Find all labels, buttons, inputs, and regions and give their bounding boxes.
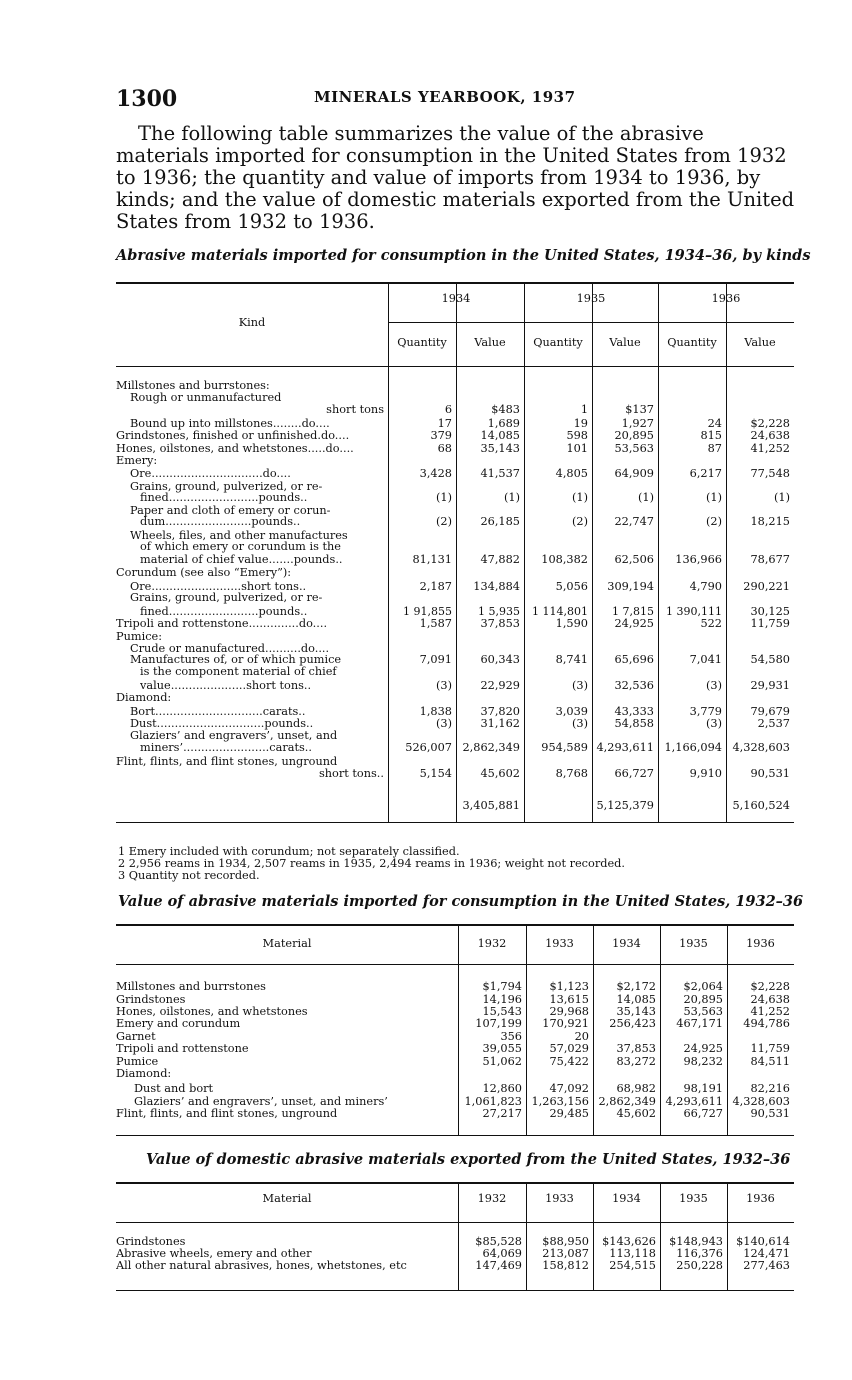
table1-cell: 29,931 <box>750 679 790 692</box>
table3-cell: 116,376 <box>676 1247 723 1260</box>
table1-cell: (2) <box>571 515 588 528</box>
table2-cell: 41,252 <box>750 1005 790 1018</box>
table2-cell: $2,064 <box>683 980 723 993</box>
table2-cell: 68,982 <box>616 1082 656 1095</box>
table1-cell: 22,929 <box>480 679 520 692</box>
table2-row-label: Tripoli and rottenstone <box>116 1043 249 1055</box>
table3-year-header: 1933 <box>545 1192 574 1205</box>
table2-cell: $2,172 <box>616 980 656 993</box>
table1-kind-label: Corundum (see also “Emery”): <box>116 567 292 579</box>
table2-cell: 356 <box>500 1030 522 1043</box>
table1-cell: 1 7,815 <box>612 605 654 618</box>
table1-cell: 954,589 <box>541 741 588 754</box>
table1-column-rule <box>524 282 525 822</box>
table1-column-rule <box>592 282 593 822</box>
table2-cell: 2,862,349 <box>598 1095 656 1108</box>
table1-cell: 68 <box>437 442 452 455</box>
table2-cell: 12,860 <box>482 1082 522 1095</box>
table2-cell: 75,422 <box>549 1055 589 1068</box>
table1-cell: (2) <box>705 515 722 528</box>
table1-kind-label: Manufactures of, or of which pumice <box>130 654 342 666</box>
table1-kind-label: Tripoli and rottenstone..............do.... <box>116 618 328 630</box>
table1-kind-label: Emery: <box>116 455 158 467</box>
table1-kind-label: Rough or unmanufactured <box>130 392 282 404</box>
table2-header-rule <box>116 964 794 965</box>
table2-cell: 20 <box>574 1030 589 1043</box>
table3-cell: $140,614 <box>736 1235 790 1248</box>
table1-cell: 379 <box>430 429 452 442</box>
table1-cell: 47,882 <box>480 553 520 566</box>
table1-cell: (3) <box>435 679 452 692</box>
table1-year-header: 1935 <box>576 292 606 305</box>
table1-column-rule <box>456 282 457 822</box>
table2-cell: 14,085 <box>616 993 656 1006</box>
table1-cell: 17 <box>437 417 452 430</box>
table1-cell: 136,966 <box>675 553 722 566</box>
table1-kind-label: fined.........................pounds.. <box>140 492 308 504</box>
table1-total-cell: 5,125,379 <box>596 799 654 812</box>
table1-cell: 65,696 <box>614 653 654 666</box>
table1-cell: 87 <box>707 442 722 455</box>
table3-cell: 277,463 <box>743 1259 790 1272</box>
table1-kind-label: Grains, ground, pulverized, or re- <box>130 592 323 604</box>
table3-year-header: 1936 <box>746 1192 775 1205</box>
table1-cell: 6 <box>444 403 452 416</box>
table2-row-label: Dust and bort <box>134 1083 214 1095</box>
table2-cell: 39,055 <box>482 1042 522 1055</box>
table1-cell: 522 <box>700 617 722 630</box>
table2-row-label: Millstones and burrstones <box>116 981 266 993</box>
table3-bottom-rule <box>116 1290 794 1291</box>
table1-cell: 134,884 <box>473 580 520 593</box>
table1-cell: 45,602 <box>480 767 520 780</box>
table2-bottom-rule <box>116 1135 794 1136</box>
table1-kind-label: Grindstones, finished or unfinished.do.... <box>116 430 350 442</box>
table1-cell: (1) <box>503 491 520 504</box>
table3-header-rule <box>116 1222 794 1223</box>
table2-cell: 4,293,611 <box>665 1095 723 1108</box>
table2-row-label: Diamond: <box>116 1068 172 1080</box>
table2-cell: 53,563 <box>683 1005 723 1018</box>
table1-kind-label: Flint, flints, and flint stones, unground <box>116 756 338 768</box>
table1-kind-label: Dust..............................pounds.. <box>130 718 314 730</box>
table2-cell: 98,232 <box>683 1055 723 1068</box>
table1-kind-label: Grains, ground, pulverized, or re- <box>130 481 323 493</box>
table1-cell: 41,252 <box>750 442 790 455</box>
table1-cell: 35,143 <box>480 442 520 455</box>
table1-cell: $483 <box>491 403 520 416</box>
table1-column-rule <box>726 282 727 822</box>
table3-year-header: 1932 <box>477 1192 507 1205</box>
table1-cell: 1,927 <box>621 417 654 430</box>
table1-cell: 9,910 <box>689 767 722 780</box>
table2-cell: 467,171 <box>676 1017 723 1030</box>
table1-total-cell: 3,405,881 <box>462 799 520 812</box>
table2-cell: 11,759 <box>750 1042 790 1055</box>
table1-kind-label: short tons <box>326 403 384 416</box>
table2-cell: 51,062 <box>482 1055 522 1068</box>
table1-cell: 19 <box>573 417 588 430</box>
table1-subheader: Value <box>609 336 641 349</box>
table2-cell: 494,786 <box>743 1017 790 1030</box>
table2-cell: 1,263,156 <box>531 1095 589 1108</box>
table1-cell: 1 390,111 <box>666 605 722 618</box>
table1-cell: (1) <box>773 491 790 504</box>
table1-column-rule <box>388 282 389 822</box>
table1-cell: 290,221 <box>743 580 790 593</box>
table1-cell: 1,689 <box>487 417 520 430</box>
table1-cell: (3) <box>435 717 452 730</box>
table2-cell: 4,328,603 <box>732 1095 790 1108</box>
running-title: MINERALS YEARBOOK, 1937 <box>314 88 576 106</box>
table1-kind-label: dum........................pounds.. <box>140 516 301 528</box>
table2-cell: 57,029 <box>549 1042 589 1055</box>
table2-year-header: 1934 <box>612 937 641 950</box>
table2-cell: 24,925 <box>683 1042 723 1055</box>
table2-cell: $1,794 <box>482 980 522 993</box>
table1-cell: 7,041 <box>689 653 722 666</box>
table1-cell: 79,679 <box>750 705 790 718</box>
table1-cell: 2,187 <box>419 580 452 593</box>
table1-cell: 4,293,611 <box>596 741 654 754</box>
table1-subheader: Quantity <box>397 336 447 349</box>
table1-cell: 101 <box>566 442 588 455</box>
table2-cell: 66,727 <box>683 1107 723 1120</box>
table1-cell: 62,506 <box>614 553 654 566</box>
table1-cell: 20,895 <box>614 429 654 442</box>
table1-cell: 37,853 <box>480 617 520 630</box>
table1-cell: 66,727 <box>614 767 654 780</box>
table1-cell: (3) <box>571 717 588 730</box>
table1-cell: 1 114,801 <box>532 605 588 618</box>
table1-cell: 24,638 <box>750 429 790 442</box>
table1-cell: (2) <box>435 515 452 528</box>
table1-cell: 22,747 <box>614 515 654 528</box>
page-header <box>116 86 796 116</box>
table1-kind-label: Pumice: <box>116 631 163 643</box>
table2-cell: 47,092 <box>549 1082 589 1095</box>
table1-cell: (1) <box>637 491 654 504</box>
table1-cell: 108,382 <box>541 553 588 566</box>
table1-cell: 64,909 <box>614 467 654 480</box>
table2-cell: 14,196 <box>482 993 522 1006</box>
table1-cell: (3) <box>705 679 722 692</box>
table1-kind-label: fined.........................pounds.. <box>140 606 308 618</box>
table1-kind-label: of which emery or corundum is the <box>140 541 341 553</box>
table2-cell: 37,853 <box>616 1042 656 1055</box>
table1-cell: 18,215 <box>750 515 790 528</box>
table1-cell: 3,428 <box>419 467 452 480</box>
table1-cell: 1 91,855 <box>403 605 452 618</box>
table2-cell: 27,217 <box>482 1107 522 1120</box>
table3-caption: Value of domestic abrasive materials exported from the United States, 1932–36 <box>146 1151 791 1168</box>
table1-cell: 2,862,349 <box>462 741 520 754</box>
table1-kind-label: Hones, oilstones, and whetstones.....do.... <box>116 443 354 455</box>
table1-cell: 4,805 <box>555 467 588 480</box>
table1-cell: 31,162 <box>480 717 520 730</box>
table2-cell: 98,191 <box>683 1082 723 1095</box>
table2-cell: 15,543 <box>482 1005 522 1018</box>
table3-cell: 147,469 <box>475 1259 522 1272</box>
table1-cell: 2,537 <box>757 717 790 730</box>
page-number: 1300 <box>116 86 178 112</box>
table1-cell: 4,790 <box>689 580 722 593</box>
table1-cell: 78,677 <box>750 553 790 566</box>
table1-subheader: Quantity <box>533 336 583 349</box>
table1-cell: 43,333 <box>614 705 654 718</box>
table1-kind-label: Diamond: <box>116 692 172 704</box>
table2-row-label: Garnet <box>116 1031 156 1043</box>
table1-kind-label: Bound up into millstones........do.... <box>130 418 330 430</box>
table1-cell: $2,228 <box>750 417 790 430</box>
table1-subheader: Value <box>474 336 506 349</box>
table1-cell: (1) <box>435 491 452 504</box>
table2-row-label: Hones, oilstones, and whetstones <box>116 1006 308 1018</box>
table1-cell: (1) <box>571 491 588 504</box>
table1-cell: 598 <box>566 429 588 442</box>
table1-cell: 5,056 <box>555 580 588 593</box>
table1-cell: 1,587 <box>419 617 452 630</box>
table1-cell: 60,343 <box>480 653 520 666</box>
table1-kind-label: Paper and cloth of emery or corun- <box>130 505 331 517</box>
table1-kind-label: value.....................short tons.. <box>140 680 312 692</box>
table1-cell: 24 <box>707 417 722 430</box>
table1-cell: 1 5,935 <box>478 605 520 618</box>
footnote: 3 Quantity not recorded. <box>118 869 260 882</box>
table3-cell: 254,515 <box>609 1259 656 1272</box>
table3-year-header: 1934 <box>612 1192 641 1205</box>
table3-material-header: Material <box>262 1192 312 1205</box>
table2-material-header: Material <box>262 937 312 950</box>
table2-cell: $1,123 <box>549 980 589 993</box>
table2-cell: 83,272 <box>616 1055 656 1068</box>
table1-year-header: 1936 <box>711 292 741 305</box>
table1-cell: 1,838 <box>419 705 452 718</box>
table1-kind-label: Ore...............................do.... <box>130 468 291 480</box>
table3-row-label: Abrasive wheels, emery and other <box>116 1248 312 1260</box>
table2-cell: 13,615 <box>549 993 589 1006</box>
table2-row-label: Pumice <box>116 1056 159 1068</box>
table3-cell: 124,471 <box>743 1247 790 1260</box>
table2-row-label: Flint, flints, and flint stones, unground <box>116 1108 338 1120</box>
table2-row-label: Grindstones <box>116 994 186 1006</box>
table2-row-label: Emery and corundum <box>116 1018 241 1030</box>
table2-cell: 82,216 <box>750 1082 790 1095</box>
table2-cell: 45,602 <box>616 1107 656 1120</box>
intro-paragraph: The following table summarizes the value of the abrasive materials imported for consumption in the United States from 1932 to 1936; the quantity and value of imports from 1934 to 1936, by kinds; and the value of domestic materials exported from the United States from 1932 to 1936. <box>116 122 795 233</box>
table1-kind-label: material of chief value.......pounds.. <box>140 554 343 566</box>
table1-cell: 54,580 <box>750 653 790 666</box>
table2-cell: 20,895 <box>683 993 723 1006</box>
table1-cell: 14,085 <box>480 429 520 442</box>
table2-cell: $2,228 <box>750 980 790 993</box>
table2-cell: 170,921 <box>542 1017 589 1030</box>
table1-cell: (3) <box>705 717 722 730</box>
table2-cell: 1,061,823 <box>464 1095 522 1108</box>
table1-kind-label: Ore.........................short tons.. <box>130 581 307 593</box>
table2-top-rule <box>116 924 794 926</box>
table3-cell: $143,626 <box>602 1235 656 1248</box>
table2-cell: 29,968 <box>549 1005 589 1018</box>
footnote: 1 Emery included with corundum; not separately classified. <box>118 845 460 858</box>
table1-top-rule <box>116 282 794 284</box>
table3-cell: $148,943 <box>669 1235 723 1248</box>
table1-cell: 54,858 <box>614 717 654 730</box>
table1-kind-label: miners’........................carats.. <box>140 742 312 754</box>
table1-cell: 5,154 <box>419 767 452 780</box>
table1-cell: 41,537 <box>480 467 520 480</box>
table1-cell: 3,039 <box>555 705 588 718</box>
table3-cell: 250,228 <box>676 1259 723 1272</box>
table1-cell: 526,007 <box>405 741 452 754</box>
table3-row-label: All other natural abrasives, hones, whetstones, etc <box>116 1260 407 1272</box>
table1-cell: 8,768 <box>555 767 588 780</box>
table2-cell: 84,511 <box>750 1055 790 1068</box>
table1-cell: 77,548 <box>750 467 790 480</box>
table1-cell: 309,194 <box>607 580 654 593</box>
table2-cell: 35,143 <box>616 1005 656 1018</box>
table2-cell: 107,199 <box>475 1017 522 1030</box>
table1-cell: 37,820 <box>480 705 520 718</box>
table1-cell: 4,328,603 <box>732 741 790 754</box>
table3-year-header: 1935 <box>679 1192 708 1205</box>
table2-row-label: Glaziers’ and engravers’, unset, and miners’ <box>134 1096 388 1108</box>
table1-kind-label: Glaziers’ and engravers’, unset, and <box>130 730 338 742</box>
table3-top-rule <box>116 1182 794 1184</box>
table1-kind-header: Kind <box>238 316 266 329</box>
table1-kind-label: short tons.. <box>318 767 384 780</box>
table3-cell: $85,528 <box>475 1235 522 1248</box>
table1-cell: 32,536 <box>614 679 654 692</box>
table2-cell: 256,423 <box>609 1017 656 1030</box>
table1-total-cell: 5,160,524 <box>732 799 790 812</box>
table1-bottom-rule <box>116 822 794 823</box>
table2-cell: 90,531 <box>750 1107 790 1120</box>
table1-kind-label: Wheels, files, and other manufactures <box>130 530 348 542</box>
table1-cell: (3) <box>571 679 588 692</box>
table1-kind-label: Bort..............................carats.. <box>130 706 306 718</box>
table1-cell: 8,741 <box>555 653 588 666</box>
table1-column-rule <box>658 282 659 822</box>
table1-subheader: Quantity <box>667 336 717 349</box>
table2-cell: 29,485 <box>549 1107 589 1120</box>
table1-cell: 90,531 <box>750 767 790 780</box>
table2-caption: Value of abrasive materials imported for consumption in the United States, 1932–36 <box>118 893 804 910</box>
table1-cell: 24,925 <box>614 617 654 630</box>
table3-cell: 158,812 <box>542 1259 589 1272</box>
table1-cell: 7,091 <box>419 653 452 666</box>
table1-cell: (1) <box>705 491 722 504</box>
table2-year-header: 1932 <box>477 937 507 950</box>
table1-cell: 81,131 <box>412 553 452 566</box>
table1-caption: Abrasive materials imported for consumption in the United States, 1934–36, by kinds <box>116 247 811 264</box>
table1-year-rule <box>388 322 794 323</box>
table1-cell: 1,166,094 <box>664 741 722 754</box>
table1-cell: 30,125 <box>750 605 790 618</box>
table1-cell: 3,779 <box>689 705 722 718</box>
table1-header-rule <box>116 366 794 367</box>
table1-cell: 815 <box>700 429 722 442</box>
table1-cell: 1,590 <box>555 617 588 630</box>
table2-year-header: 1935 <box>679 937 708 950</box>
table1-cell: 11,759 <box>750 617 790 630</box>
table3-cell: 113,118 <box>609 1247 656 1260</box>
table2-year-header: 1933 <box>545 937 574 950</box>
table3-cell: 64,069 <box>482 1247 522 1260</box>
table1-cell: 1 <box>580 403 588 416</box>
table1-cell: 6,217 <box>689 467 722 480</box>
table1-kind-label: Crude or manufactured..........do.... <box>130 643 330 655</box>
table1-cell: $137 <box>625 403 654 416</box>
table3-row-label: Grindstones <box>116 1236 186 1248</box>
table3-cell: 213,087 <box>542 1247 589 1260</box>
table1-year-header: 1934 <box>441 292 471 305</box>
table2-cell: 24,638 <box>750 993 790 1006</box>
table1-cell: 26,185 <box>480 515 520 528</box>
table1-subheader: Value <box>744 336 776 349</box>
table2-year-header: 1936 <box>746 937 775 950</box>
table3-cell: $88,950 <box>542 1235 589 1248</box>
table1-kind-label: is the component material of chief <box>140 666 337 678</box>
table1-cell: 53,563 <box>614 442 654 455</box>
footnote: 2 2,956 reams in 1934, 2,507 reams in 1935, 2,494 reams in 1936; weight not recorded. <box>118 857 625 870</box>
table1-kind-label: Millstones and burrstones: <box>116 380 270 392</box>
